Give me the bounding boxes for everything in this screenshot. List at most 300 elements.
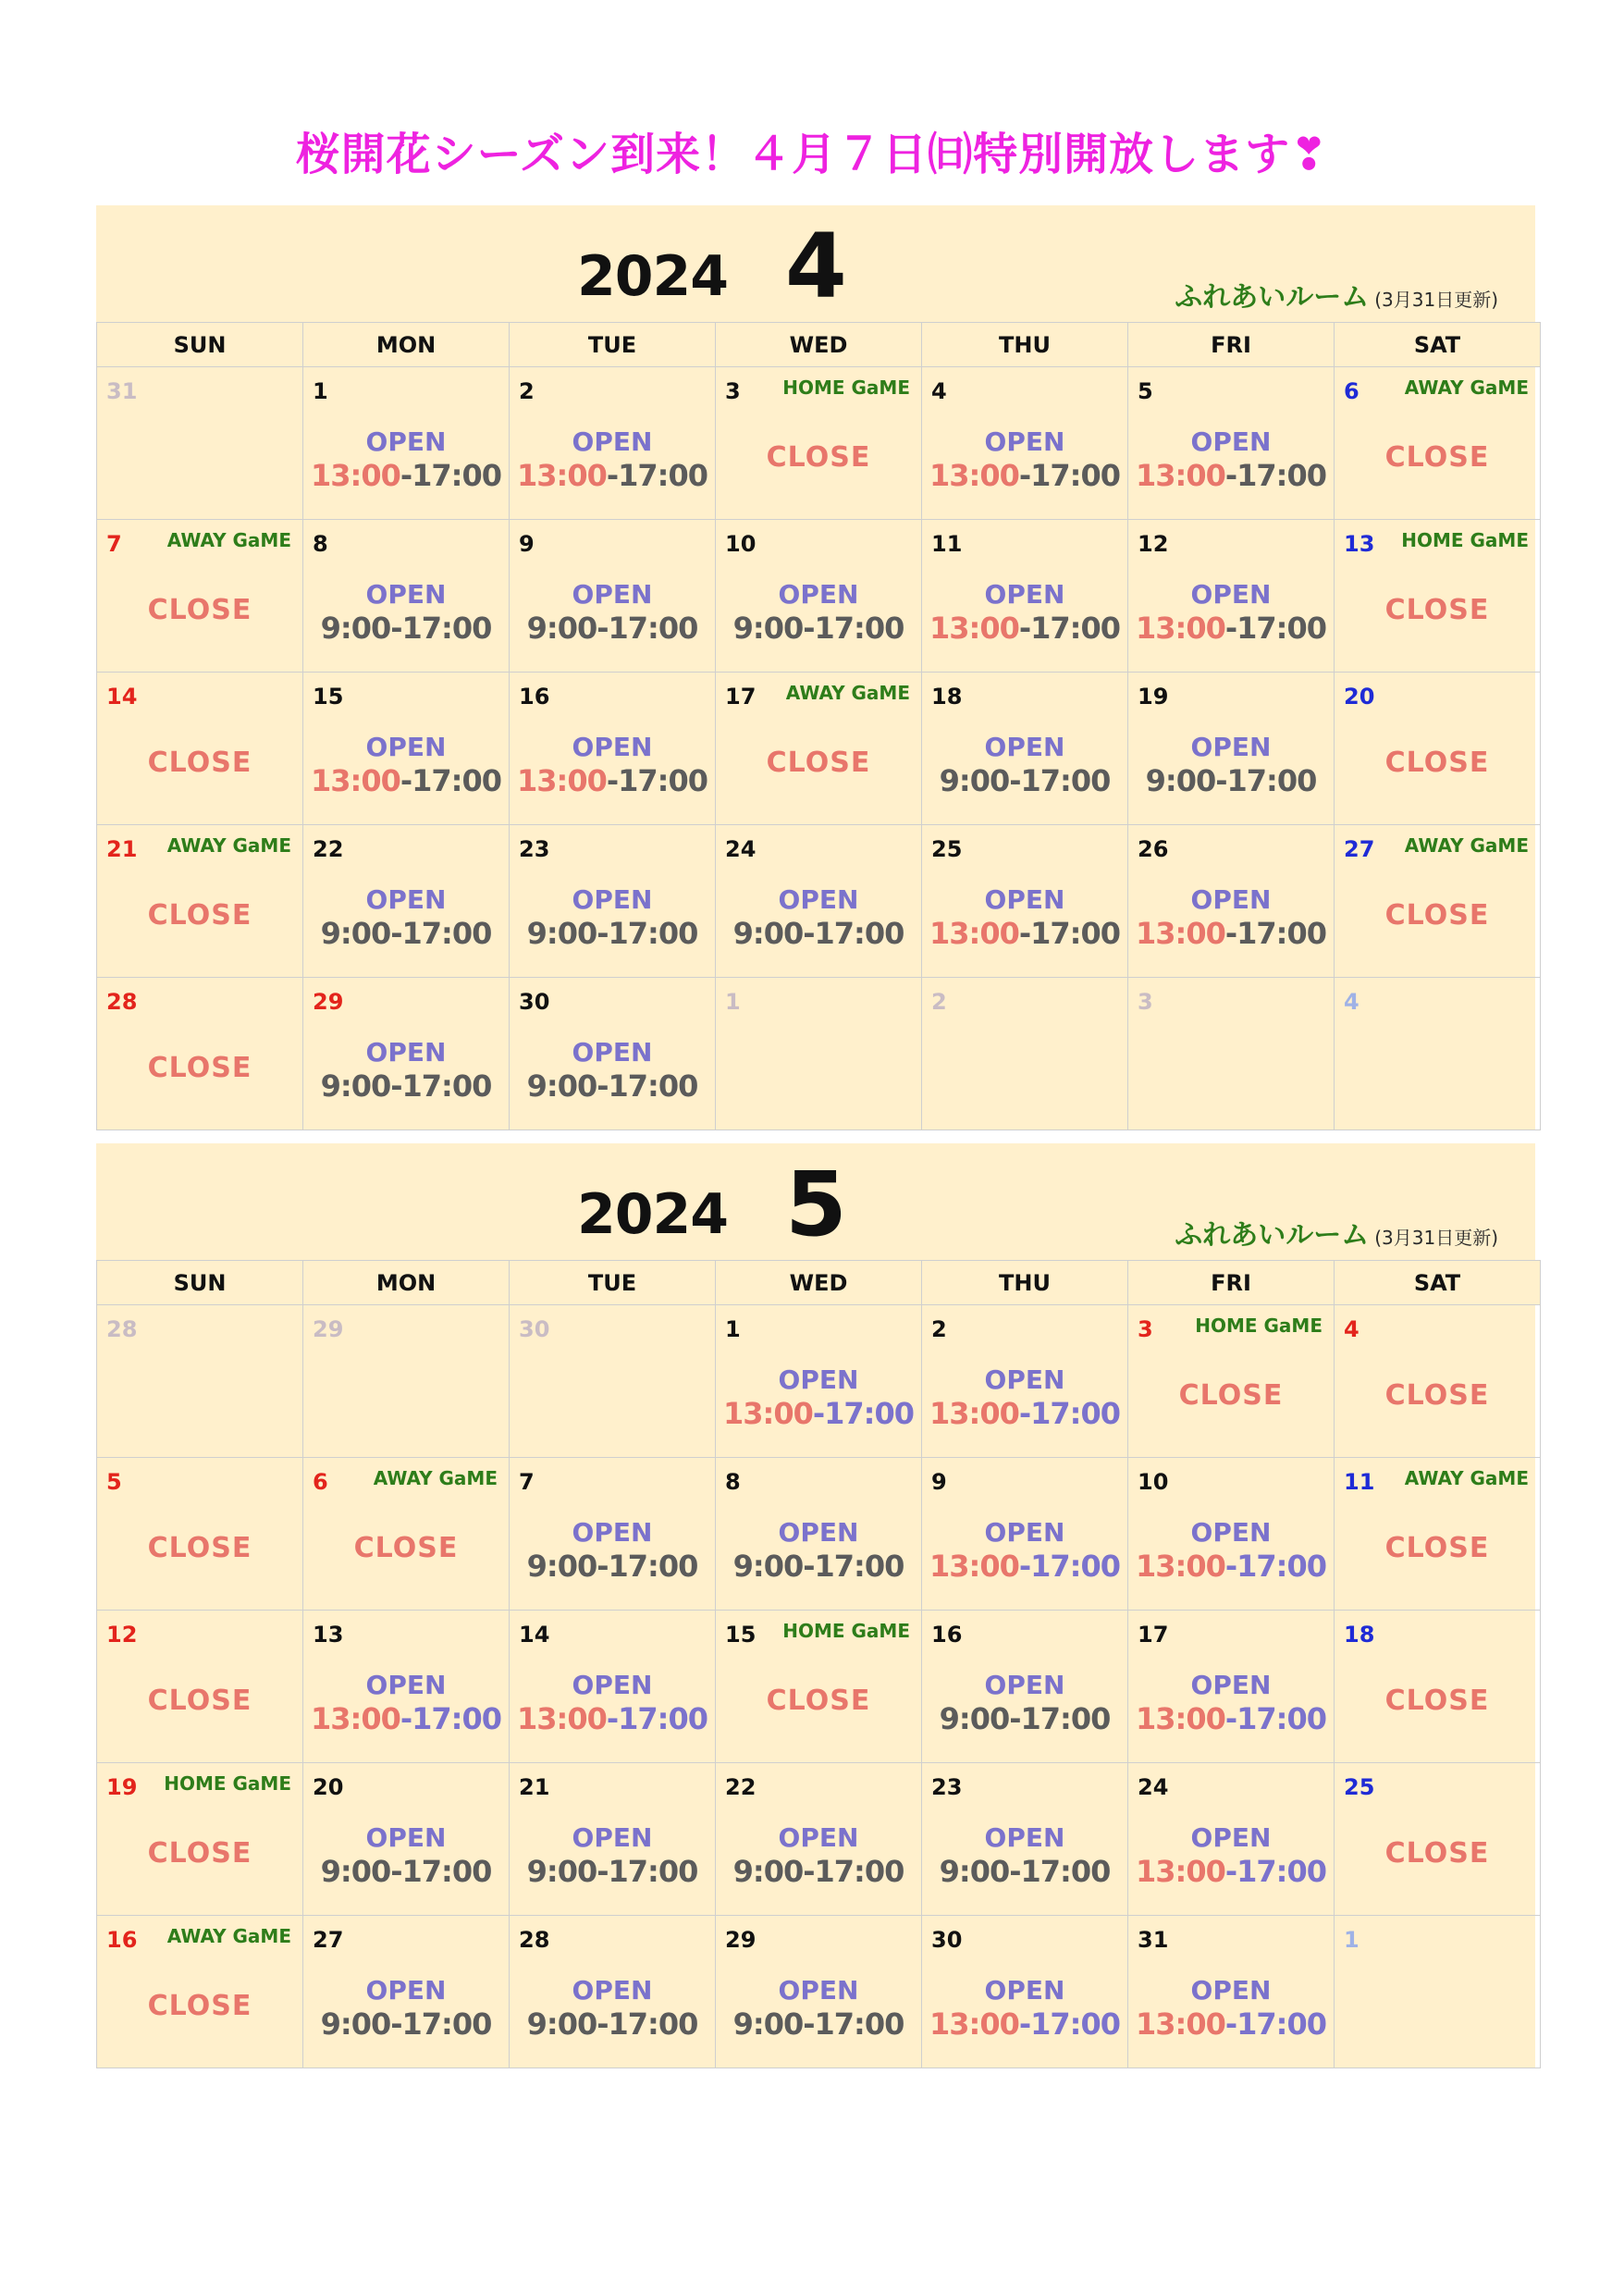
day-cell xyxy=(1128,673,1335,825)
calendar-week-row xyxy=(97,978,1541,1130)
status-close: CLOSE xyxy=(1384,747,1490,779)
calendar-week-row xyxy=(97,367,1541,520)
day-cell xyxy=(510,825,716,978)
page-title: 桜開花シーズン到来！４月７日㈰特別開放します❣ xyxy=(295,129,1329,180)
hours-end: -17:00 xyxy=(597,1068,698,1104)
day-cell xyxy=(97,825,303,978)
opening-hours xyxy=(303,1701,509,1736)
status-close: CLOSE xyxy=(147,1052,252,1084)
hours-end: -17:00 xyxy=(400,1701,501,1736)
status-open: OPEN xyxy=(984,1975,1065,2006)
calendar-month-number: 4 xyxy=(785,215,847,318)
day-cell xyxy=(303,1763,510,1916)
status-close: CLOSE xyxy=(1178,1379,1284,1412)
day-cell xyxy=(1128,520,1335,673)
hours-start: 9:00 xyxy=(320,611,391,646)
game-label: HOME GaME xyxy=(782,1620,910,1642)
status-open: OPEN xyxy=(365,1037,447,1068)
hours-end: -17:00 xyxy=(803,1549,904,1584)
day-number: 16 xyxy=(931,1622,963,1648)
day-number: 9 xyxy=(519,531,535,557)
status-close: CLOSE xyxy=(1384,1685,1490,1717)
hours-start: 13:00 xyxy=(929,916,1019,951)
day-cell xyxy=(303,673,510,825)
status-open: OPEN xyxy=(572,732,653,762)
hours-start: 13:00 xyxy=(1136,611,1225,646)
hours-end: -17:00 xyxy=(597,916,698,951)
opening-hours xyxy=(716,611,921,646)
hours-start: 13:00 xyxy=(1136,1854,1225,1889)
hours-start: 13:00 xyxy=(517,458,607,493)
day-number: 12 xyxy=(106,1622,138,1648)
weekday-header: WED xyxy=(716,323,922,367)
hours-end: -17:00 xyxy=(1018,2006,1120,2042)
hours-end: -17:00 xyxy=(606,1701,707,1736)
day-cell xyxy=(716,1916,922,2068)
day-number: 28 xyxy=(106,989,138,1015)
day-number: 7 xyxy=(106,531,122,557)
weekday-header: SAT xyxy=(1335,1261,1541,1305)
day-number: 19 xyxy=(106,1774,138,1800)
day-cell xyxy=(716,520,922,673)
day-number: 6 xyxy=(313,1469,328,1495)
day-cell xyxy=(716,1305,922,1458)
day-cell xyxy=(510,673,716,825)
weekday-header: SUN xyxy=(97,1261,303,1305)
day-number: 28 xyxy=(106,1316,138,1342)
hours-end: -17:00 xyxy=(803,1854,904,1889)
hours-end: -17:00 xyxy=(1018,458,1120,493)
opening-hours xyxy=(922,763,1127,798)
status-close: CLOSE xyxy=(147,899,252,932)
opening-hours xyxy=(716,1396,921,1431)
day-cell xyxy=(1128,1611,1335,1763)
calendar-week-row xyxy=(97,1458,1541,1611)
day-number: 19 xyxy=(1138,684,1169,710)
day-number: 20 xyxy=(313,1774,344,1800)
opening-hours xyxy=(510,611,715,646)
opening-hours xyxy=(716,916,921,951)
game-label: HOME GaME xyxy=(1401,529,1529,551)
hours-end: -17:00 xyxy=(390,2006,492,2042)
day-number: 8 xyxy=(313,531,328,557)
day-number: 1 xyxy=(313,378,328,404)
hours-end: -17:00 xyxy=(1224,1549,1326,1584)
game-label: AWAY GaME xyxy=(166,529,291,551)
opening-hours xyxy=(303,763,509,798)
hours-start: 13:00 xyxy=(929,1396,1019,1431)
day-number: 24 xyxy=(725,836,757,862)
room-label: ふれあいルーム xyxy=(1175,281,1370,314)
day-cell xyxy=(922,1763,1128,1916)
day-cell xyxy=(1335,367,1541,520)
weekday-header: SUN xyxy=(97,323,303,367)
day-cell xyxy=(97,520,303,673)
hours-end: -17:00 xyxy=(1018,611,1120,646)
opening-hours xyxy=(303,458,509,493)
hours-end: -17:00 xyxy=(400,763,501,798)
calendar-year: 2024 xyxy=(577,244,728,309)
opening-hours xyxy=(303,1068,509,1104)
day-number: 28 xyxy=(519,1927,550,1953)
game-label: HOME GaME xyxy=(782,376,910,399)
day-cell xyxy=(303,1305,510,1458)
status-open: OPEN xyxy=(984,1364,1065,1395)
day-number: 29 xyxy=(313,1316,344,1342)
game-label: AWAY GaME xyxy=(785,682,910,704)
status-open: OPEN xyxy=(1190,426,1272,457)
status-open: OPEN xyxy=(365,1822,447,1853)
day-number: 5 xyxy=(1138,378,1153,404)
day-cell xyxy=(716,673,922,825)
status-close: CLOSE xyxy=(766,1685,871,1717)
day-number: 22 xyxy=(725,1774,757,1800)
day-number: 17 xyxy=(1138,1622,1169,1648)
hours-start: 9:00 xyxy=(526,2006,597,2042)
day-cell xyxy=(303,520,510,673)
opening-hours xyxy=(716,1854,921,1889)
day-cell xyxy=(510,978,716,1130)
status-open: OPEN xyxy=(1190,1822,1272,1853)
day-cell xyxy=(1335,825,1541,978)
opening-hours xyxy=(922,611,1127,646)
day-number: 14 xyxy=(519,1622,550,1648)
day-number: 21 xyxy=(106,836,138,862)
opening-hours xyxy=(510,1068,715,1104)
day-cell xyxy=(922,1458,1128,1611)
day-cell xyxy=(510,1763,716,1916)
opening-hours xyxy=(1128,611,1334,646)
updated-note: (3月31日更新) xyxy=(1374,1227,1498,1249)
opening-hours xyxy=(922,916,1127,951)
weekday-header: WED xyxy=(716,1261,922,1305)
day-number: 3 xyxy=(725,378,741,404)
hours-start: 9:00 xyxy=(732,2006,804,2042)
hours-end: -17:00 xyxy=(606,458,707,493)
game-label: AWAY GaME xyxy=(1404,376,1529,399)
day-cell xyxy=(1128,1763,1335,1916)
day-number: 18 xyxy=(1344,1622,1375,1648)
opening-hours xyxy=(1128,1701,1334,1736)
day-number: 5 xyxy=(106,1469,122,1495)
status-open: OPEN xyxy=(778,1975,859,2006)
hours-end: -17:00 xyxy=(1224,1701,1326,1736)
hours-end: -17:00 xyxy=(390,1854,492,1889)
opening-hours xyxy=(303,916,509,951)
day-cell xyxy=(97,1611,303,1763)
weekday-header: TUE xyxy=(510,1261,716,1305)
status-open: OPEN xyxy=(1190,1670,1272,1700)
weekday-header: TUE xyxy=(510,323,716,367)
hours-start: 9:00 xyxy=(526,611,597,646)
status-open: OPEN xyxy=(984,579,1065,610)
day-cell xyxy=(510,367,716,520)
day-number: 17 xyxy=(725,684,757,710)
game-label: AWAY GaME xyxy=(373,1467,498,1489)
day-cell xyxy=(303,1916,510,2068)
day-number: 18 xyxy=(931,684,963,710)
day-number: 12 xyxy=(1138,531,1169,557)
hours-start: 9:00 xyxy=(320,1068,391,1104)
hours-end: -17:00 xyxy=(1018,1396,1120,1431)
day-cell xyxy=(716,1611,922,1763)
day-cell xyxy=(1128,367,1335,520)
day-number: 30 xyxy=(519,1316,550,1342)
day-number: 1 xyxy=(725,1316,741,1342)
hours-end: -17:00 xyxy=(803,916,904,951)
status-close: CLOSE xyxy=(1384,1379,1490,1412)
day-number: 8 xyxy=(725,1469,741,1495)
hours-start: 13:00 xyxy=(311,458,400,493)
hours-end: -17:00 xyxy=(597,1854,698,1889)
day-cell xyxy=(97,1458,303,1611)
hours-start: 9:00 xyxy=(526,1549,597,1584)
status-open: OPEN xyxy=(572,884,653,915)
opening-hours xyxy=(1128,2006,1334,2042)
hours-end: -17:00 xyxy=(1009,763,1111,798)
status-open: OPEN xyxy=(1190,1975,1272,2006)
day-cell xyxy=(922,367,1128,520)
hours-start: 13:00 xyxy=(1136,2006,1225,2042)
day-number: 7 xyxy=(519,1469,535,1495)
day-number: 16 xyxy=(106,1927,138,1953)
opening-hours xyxy=(922,458,1127,493)
day-cell xyxy=(716,1458,922,1611)
hours-start: 13:00 xyxy=(1136,1549,1225,1584)
hours-start: 9:00 xyxy=(320,1854,391,1889)
hours-start: 9:00 xyxy=(732,916,804,951)
weekday-header-row xyxy=(97,323,1541,367)
weekday-header-row xyxy=(97,1261,1541,1305)
hours-end: -17:00 xyxy=(400,458,501,493)
opening-hours xyxy=(303,611,509,646)
status-close: CLOSE xyxy=(147,594,252,626)
opening-hours xyxy=(1128,458,1334,493)
status-open: OPEN xyxy=(572,426,653,457)
day-cell xyxy=(97,1916,303,2068)
day-number: 23 xyxy=(931,1774,963,1800)
hours-end: -17:00 xyxy=(1224,2006,1326,2042)
hours-end: -17:00 xyxy=(597,611,698,646)
status-open: OPEN xyxy=(572,579,653,610)
calendar-header xyxy=(96,205,1535,322)
day-cell xyxy=(1335,1458,1541,1611)
status-open: OPEN xyxy=(778,579,859,610)
game-label: AWAY GaME xyxy=(166,1925,291,1947)
calendar-header xyxy=(96,1143,1535,1260)
day-number: 29 xyxy=(725,1927,757,1953)
status-open: OPEN xyxy=(778,1364,859,1395)
day-cell xyxy=(716,978,922,1130)
day-cell xyxy=(510,1611,716,1763)
day-number: 29 xyxy=(313,989,344,1015)
day-cell xyxy=(97,673,303,825)
status-close: CLOSE xyxy=(353,1532,459,1564)
game-label: AWAY GaME xyxy=(1404,834,1529,857)
day-number: 31 xyxy=(1138,1927,1169,1953)
status-open: OPEN xyxy=(1190,579,1272,610)
day-number: 16 xyxy=(519,684,550,710)
status-close: CLOSE xyxy=(766,441,871,474)
calendar-week-row xyxy=(97,673,1541,825)
opening-hours xyxy=(510,1854,715,1889)
day-cell xyxy=(1128,825,1335,978)
opening-hours xyxy=(510,1549,715,1584)
status-open: OPEN xyxy=(365,579,447,610)
day-cell xyxy=(716,825,922,978)
day-cell xyxy=(922,978,1128,1130)
day-cell xyxy=(97,1763,303,1916)
calendar-month-2 xyxy=(96,1143,1535,2068)
status-open: OPEN xyxy=(1190,884,1272,915)
status-open: OPEN xyxy=(778,1822,859,1853)
hours-start: 13:00 xyxy=(1136,916,1225,951)
calendar-week-row xyxy=(97,825,1541,978)
day-number: 2 xyxy=(931,989,947,1015)
status-open: OPEN xyxy=(984,1822,1065,1853)
room-label: ふれあいルーム xyxy=(1175,1219,1370,1252)
day-cell xyxy=(1128,1305,1335,1458)
opening-hours xyxy=(510,458,715,493)
status-close: CLOSE xyxy=(147,747,252,779)
status-close: CLOSE xyxy=(1384,1532,1490,1564)
day-number: 24 xyxy=(1138,1774,1169,1800)
day-cell xyxy=(303,1611,510,1763)
game-label: AWAY GaME xyxy=(166,834,291,857)
day-cell xyxy=(1128,1458,1335,1611)
day-cell xyxy=(1335,1763,1541,1916)
day-cell xyxy=(1335,978,1541,1130)
opening-hours xyxy=(922,1549,1127,1584)
day-number: 6 xyxy=(1344,378,1359,404)
hours-end: -17:00 xyxy=(1009,1854,1111,1889)
day-cell xyxy=(922,1611,1128,1763)
hours-end: -17:00 xyxy=(1215,763,1317,798)
status-open: OPEN xyxy=(984,732,1065,762)
calendar-week-row xyxy=(97,1305,1541,1458)
calendar-grid xyxy=(96,322,1541,1130)
day-number: 10 xyxy=(1138,1469,1169,1495)
hours-start: 9:00 xyxy=(1145,763,1216,798)
status-open: OPEN xyxy=(572,1975,653,2006)
weekday-header: MON xyxy=(303,323,510,367)
hours-start: 9:00 xyxy=(939,763,1010,798)
status-close: CLOSE xyxy=(147,1685,252,1717)
day-cell xyxy=(716,1763,922,1916)
day-number: 22 xyxy=(313,836,344,862)
opening-hours xyxy=(716,2006,921,2042)
day-cell xyxy=(922,520,1128,673)
day-number: 11 xyxy=(1344,1469,1375,1495)
day-number: 2 xyxy=(931,1316,947,1342)
hours-start: 9:00 xyxy=(320,916,391,951)
hours-end: -17:00 xyxy=(390,916,492,951)
day-cell xyxy=(303,825,510,978)
opening-hours xyxy=(922,1854,1127,1889)
hours-end: -17:00 xyxy=(1018,916,1120,951)
hours-start: 9:00 xyxy=(732,1549,804,1584)
calendar-week-row xyxy=(97,1611,1541,1763)
day-number: 26 xyxy=(1138,836,1169,862)
hours-end: -17:00 xyxy=(1018,1549,1120,1584)
weekday-header: THU xyxy=(922,323,1128,367)
calendar-grid xyxy=(96,1260,1541,2068)
day-number: 15 xyxy=(313,684,344,710)
hours-end: -17:00 xyxy=(803,2006,904,2042)
weekday-header: FRI xyxy=(1128,323,1335,367)
opening-hours xyxy=(303,1854,509,1889)
status-open: OPEN xyxy=(1190,1517,1272,1548)
day-number: 4 xyxy=(931,378,947,404)
hours-end: -17:00 xyxy=(1224,458,1326,493)
day-number: 27 xyxy=(313,1927,344,1953)
opening-hours xyxy=(1128,916,1334,951)
status-open: OPEN xyxy=(778,884,859,915)
day-cell xyxy=(303,367,510,520)
hours-start: 9:00 xyxy=(939,1854,1010,1889)
hours-end: -17:00 xyxy=(1224,1854,1326,1889)
day-number: 15 xyxy=(725,1622,757,1648)
weekday-header: FRI xyxy=(1128,1261,1335,1305)
status-close: CLOSE xyxy=(147,1532,252,1564)
updated-note: (3月31日更新) xyxy=(1374,289,1498,311)
opening-hours xyxy=(510,763,715,798)
hours-start: 13:00 xyxy=(929,1549,1019,1584)
hours-start: 13:00 xyxy=(723,1396,813,1431)
hours-start: 9:00 xyxy=(732,1854,804,1889)
day-number: 9 xyxy=(931,1469,947,1495)
hours-start: 13:00 xyxy=(929,458,1019,493)
hours-end: -17:00 xyxy=(803,611,904,646)
calendar-month-number: 5 xyxy=(785,1153,847,1256)
day-number: 3 xyxy=(1138,989,1153,1015)
hours-end: -17:00 xyxy=(1224,916,1326,951)
hours-start: 13:00 xyxy=(929,2006,1019,2042)
opening-hours xyxy=(510,916,715,951)
hours-end: -17:00 xyxy=(812,1396,914,1431)
hours-start: 9:00 xyxy=(526,1854,597,1889)
weekday-header: MON xyxy=(303,1261,510,1305)
status-open: OPEN xyxy=(572,1822,653,1853)
hours-end: -17:00 xyxy=(1009,1701,1111,1736)
hours-start: 13:00 xyxy=(1136,1701,1225,1736)
opening-hours xyxy=(1128,1854,1334,1889)
calendar-week-row xyxy=(97,1763,1541,1916)
status-close: CLOSE xyxy=(766,747,871,779)
status-open: OPEN xyxy=(1190,732,1272,762)
day-number: 14 xyxy=(106,684,138,710)
hours-start: 13:00 xyxy=(517,763,607,798)
day-number: 4 xyxy=(1344,1316,1359,1342)
day-number: 13 xyxy=(1344,531,1375,557)
opening-hours xyxy=(922,1701,1127,1736)
hours-end: -17:00 xyxy=(390,1068,492,1104)
day-cell xyxy=(1128,1916,1335,2068)
hours-end: -17:00 xyxy=(597,2006,698,2042)
status-open: OPEN xyxy=(572,1037,653,1068)
day-number: 13 xyxy=(313,1622,344,1648)
day-cell xyxy=(716,367,922,520)
day-number: 25 xyxy=(1344,1774,1375,1800)
opening-hours xyxy=(922,2006,1127,2042)
day-number: 1 xyxy=(725,989,741,1015)
hours-start: 9:00 xyxy=(526,1068,597,1104)
day-cell xyxy=(922,1916,1128,2068)
day-cell xyxy=(97,367,303,520)
hours-end: -17:00 xyxy=(1224,611,1326,646)
weekday-header: SAT xyxy=(1335,323,1541,367)
day-number: 10 xyxy=(725,531,757,557)
